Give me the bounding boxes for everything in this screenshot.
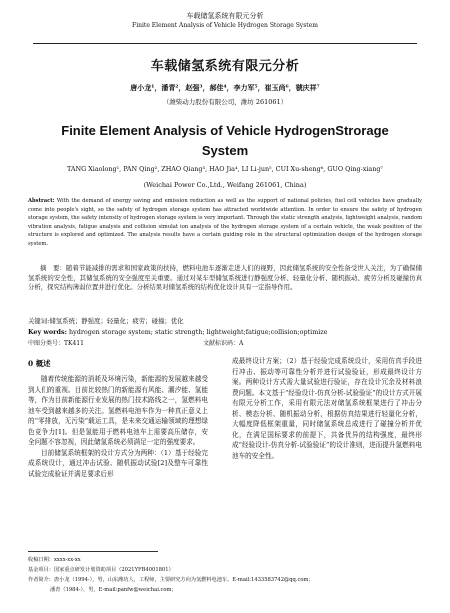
- footnotes: [28, 555, 422, 595]
- clc-number: 中图分类号：TK411: [28, 340, 84, 347]
- footnote-funding: 基金项目：国家重点研发计划资助项目（2021YFB4001801）: [28, 567, 174, 573]
- footnote-author-bio: 作者简介：唐小龙（1994-），男，山东潍坊人，工程师，主要研究方向为氢燃料电池车。E-mail:1433583742@qq.com；: [28, 577, 314, 583]
- affiliation-cn: （潍柴动力股份有限公司，潍坊 261061）: [162, 98, 288, 106]
- footnote-received: 收稿日期：xxxx-xx-xx: [28, 557, 81, 563]
- body-column-right: [232, 356, 422, 461]
- affiliation-en: (Weichai Power Co.,Ltd., Weifang 261061, China): [143, 181, 307, 189]
- running-head-en: Finite Element Analysis of Vehicle Hydrogen Storage System: [132, 22, 318, 29]
- keywords-cn-text: 储氢系统；静强度；轻量化；疲劳；碰撞；优化: [49, 317, 184, 325]
- body-column-left: [28, 374, 208, 479]
- title-en: Finite Element Analysis of Vehicle HydrogenStrorage System: [61, 123, 389, 158]
- keywords-en-label: Key words:: [28, 328, 67, 336]
- abstract-en-text: With the demand of energy saving and emission reduction as well as the support of national policies, fuel cell vehicles have gradually come into people's sight, so the safety of hydrogen storage system has attracted worldwide attention. In order to ensure the safety of hydrogen storage system, the safety intensity of hydrogen storage system is very important. Through the static strength analysis, lightweight analysis, random vibration analysis, fatigue analysis and collision simulat ion analysis of the hydrogen storage system of a certain vehicle, the weak position of the structure is explored and optimized. The analysis results have a certain guiding role in the structural optimization design of the hydrogen storage system.: [28, 198, 422, 247]
- classification-row: [28, 338, 422, 347]
- abstract-en-label: Abstract:: [28, 198, 55, 204]
- keywords-en-text: hydrogen storage system; static strength; lightweight;fatigue;collision;optimize: [66, 328, 328, 336]
- abstract-cn: [28, 264, 422, 293]
- body-paragraph: 目前储氢系统框架的设计方式分为两种：（1）基于经验完成系统设计，通过冲击试验、随机振动试验[2]及整车可靠性试验完成验证并满足要求后形: [28, 448, 208, 478]
- title-cn: 车载储氢系统有限元分析: [150, 59, 300, 74]
- abstract-cn-text: 随着节能减排的需求和国家政策的扶持，燃料电池车逐渐走进人们的视野，因此储氢系统的安全性备受世人关注，为了确保储氢系统的安全性，其储氢系统的安全强度至关重要。通过对某车型储氢系统进行静强度分析、轻量化分析、随机振动、疲劳分析及碰撞仿真分析，探究结构薄弱位置并进行优化。分析结果对储氢系统的结构优化设计具有一定指导作用。: [28, 264, 422, 292]
- body-paragraph: 随着传统能源的消耗及环境污染，新能源的发展越来越受到人们的重视。目前比较热门的新能源有风能、潮汐能、氢能等，作为目前新能源行业发展的热门技术路线之一，氢燃料电池车受到越来越多的关注。氢燃料电池车作为一种真正意义上的“零排放，无污染”载运工具，是未来交通运输领域的理想绿色竞争力[1]。但是氢能用于燃料电池车上需要高压储存，安全问题不容忽视，因此储氢系统必须满足一定的强度要求。: [28, 375, 208, 446]
- footnote-rule: [28, 551, 158, 552]
- body-paragraph: 成最终设计方案；（2）基于经验完成系统设计，采用仿真手段进行冲击、振动等可靠性分析并进行试验验证，形成最终设计方案。两种设计方式需大量试验进行验证，存在设计冗余及材料浪费问题。本文基于“经验设计-仿真分析-试验验证”的设计方式开展有限元分析工作，采用有限元法对储氢系统框架进行了冲击分析、模态分析、随机振动分析，根据仿真结果进行轻量化分析，大幅度降低框架重量，同时储氢系统总成进行了碰撞分析并优化，在满足国标要求的前提下，共备优异的结构强度，最终形成“经验设计-仿真分析-试验验证”的设计准则，进而提升氢燃料电池车的安全性。: [232, 357, 422, 460]
- abstract-cn-label: 摘 要：: [40, 264, 66, 272]
- authors-cn: 唐小龙¹，潘青²，赵强³，郝佳⁴，李力军⁵，崔玉尚⁶，虢庆祥⁷: [130, 83, 320, 92]
- abstract-en: [28, 197, 422, 249]
- footnote-coauthor: 潘青（1984-），男，E-mail:panfw@weichai.com；: [50, 587, 177, 593]
- keywords-en: [28, 328, 422, 336]
- authors-en: TANG Xiaolong¹, PAN Qing², ZHAO Qiang³, HAO Jia⁴, LI Li-jun⁵, CUI Xu-sheng⁶, GUO Qing-xiang⁷: [66, 165, 383, 173]
- keywords-cn: [28, 316, 422, 325]
- document-code: 文献标识码：A: [203, 340, 244, 347]
- header-rule: [33, 43, 417, 44]
- keywords-cn-label: 关键词:: [28, 317, 50, 325]
- section-heading: 0 概述: [28, 359, 51, 368]
- running-head-cn: 车载储氢系统有限元分析: [186, 12, 264, 20]
